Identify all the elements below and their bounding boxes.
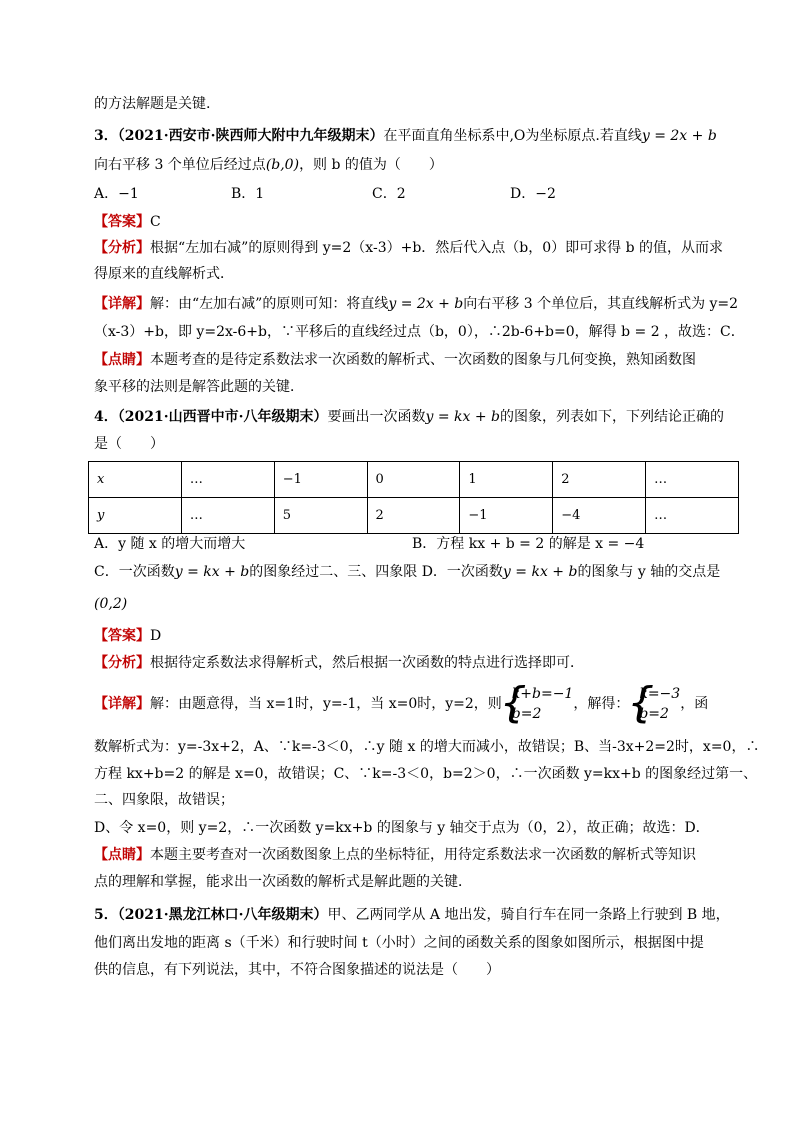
table-row: [89, 462, 739, 498]
q4-comment-line1: 【点睛】本题主要考查对一次函数图象上点的坐标特征，用待定系数法求一次函数的解析式等知识: [94, 847, 696, 863]
table-cell: 5: [274, 498, 367, 534]
table-cell: −1: [460, 498, 553, 534]
table-cell: 0: [367, 462, 460, 498]
q3-answer: 【答案】C: [94, 214, 161, 230]
table-cell: …: [646, 462, 739, 498]
q4-answer: 【答案】D: [94, 628, 162, 644]
q3-detail-line2: （x-3）+b，即 y=2x-6+b，∵平移后的直线经过点（b，0），∴2b-6+b=0，解得 b = 2 ，故选：C．: [94, 324, 745, 340]
q5-stem-line3: 供的信息，有下列说法，其中，不符合图象描述的说法是（ ）: [94, 962, 500, 978]
q4-options-cd: [94, 562, 720, 582]
q4-detail-line4: 二、四象限，故错误；: [94, 792, 234, 808]
table-cell: x: [89, 462, 182, 498]
q4-number: 4．: [94, 409, 118, 425]
q3-analysis-line2: 得原来的直线解析式．: [94, 266, 234, 282]
q3-option-d: D．−2: [510, 186, 556, 202]
q4-analysis: 【分析】根据待定系数法求得解析式，然后根据一次函数的特点进行选择即可．: [94, 655, 584, 671]
q3-option-b: B．1: [231, 186, 265, 202]
q4-option-c: C．一次函数y = kx + b的图象经过二、三、四象限: [94, 564, 418, 580]
q3-comment-line1: 【点睛】本题考查的是待定系数法求一次函数的解析式、一次函数的图象与几何变换，熟知函数图: [94, 352, 696, 368]
q5-source: （2021·黑龙江林口·八年级期末）: [117, 907, 328, 923]
q3-analysis-line1: 【分析】根据“左加右减”的原则得到 y=2（x-3）+b．然后代入点（b，0）即可求得 b 的值，从而求: [94, 240, 724, 256]
q3-option-c: C．2: [372, 186, 406, 202]
q4-detail-line2: 数解析式为：y=-3x+2，A、∵k=-3＜0，∴y 随 x 的增大而减小，故错误；B、当-3x+2=2时，x=0，∴: [94, 739, 760, 755]
table-cell: −4: [553, 498, 646, 534]
q4-stem-line2: 是（ ）: [94, 436, 164, 452]
q3-number: 3．: [94, 128, 118, 144]
table-cell: …: [181, 462, 274, 498]
q3-stem-line1: 3．（2021·西安市·陕西师大附中九年级期末）在平面直角坐标系中,O为坐标原点.若直线y = 2x + b: [94, 128, 717, 144]
equation-system-given: { k+b=−1 b=2: [502, 684, 574, 724]
q4-detail-line5: D、令 x=0，则 y=2，∴一次函数 y=kx+b 的图象与 y 轴交于点为（0，2），故正确；故选：D．: [94, 820, 710, 836]
q5-number: 5．: [94, 907, 118, 923]
value-table: [88, 461, 739, 534]
q3-comment-line2: 象平移的法则是解答此题的关键．: [94, 379, 304, 395]
q3-stem-line2: 向右平移 3 个单位后经过点(b,0)，则 b 的值为（ ）: [94, 157, 443, 173]
table-cell: −1: [274, 462, 367, 498]
table-cell: 2: [367, 498, 460, 534]
q4-detail-line1: 【详解】解：由题意得，当 x=1时，y=-1，当 x=0时，y=2，则 { k+b=−1 b=2 ，解得： { k=−3 b=2 ，函: [94, 684, 708, 724]
q3-detail-line1: 【详解】解：由“左加右减”的原则可知：将直线y = 2x + b向右平移 3 个单位后，其直线解析式为 y=2: [94, 296, 739, 312]
q2-tail: 的方法解题是关键.: [94, 96, 211, 112]
q4-detail-line3: 方程 kx+b=2 的解是 x=0，故错误；C、∵k=-3＜0，b=2＞0，∴一次函数 y=kx+b 的图象经过第一、: [94, 766, 758, 782]
q3-equation: y = 2x + b: [641, 128, 717, 144]
q4-option-d-point: (0,2): [94, 596, 128, 612]
q4-stem-line1: 4．（2021·山西晋中市·八年级期末）要画出一次函数y = kx + b的图象，列表如下，下列结论正确的: [94, 409, 724, 425]
table-cell: …: [181, 498, 274, 534]
equation-system-solution: { k=−3 b=2: [629, 684, 680, 724]
q4-comment-line2: 点的理解和掌握，能求出一次函数的解析式是解此题的关键．: [94, 874, 472, 890]
q4-option-d: D．一次函数y = kx + b的图象与 y 轴的交点是: [421, 564, 721, 580]
q5-stem-line2: 他们离出发地的距离 s（千米）和行驶时间 t（小时）之间的函数关系的图象如图所示，根据图中提: [94, 935, 704, 951]
table-cell: 1: [460, 462, 553, 498]
table-cell: y: [89, 498, 182, 534]
q4-source: （2021·山西晋中市·八年级期末）: [117, 409, 328, 425]
table-cell: …: [646, 498, 739, 534]
q3-option-a: A．−1: [94, 186, 139, 202]
q5-stem-line1: 5．（2021·黑龙江林口·八年级期末）甲、乙两同学从 A 地出发，骑自行车在同一条路上行驶到 B 地，: [94, 907, 730, 923]
q3-source: （2021·西安市·陕西师大附中九年级期末）: [117, 128, 384, 144]
q4-option-b: B．方程 kx + b = 2 的解是 x = −4: [412, 536, 645, 552]
table-row: [89, 498, 739, 534]
q4-option-a: A．y 随 x 的增大而增大: [94, 536, 246, 552]
table-cell: 2: [553, 462, 646, 498]
